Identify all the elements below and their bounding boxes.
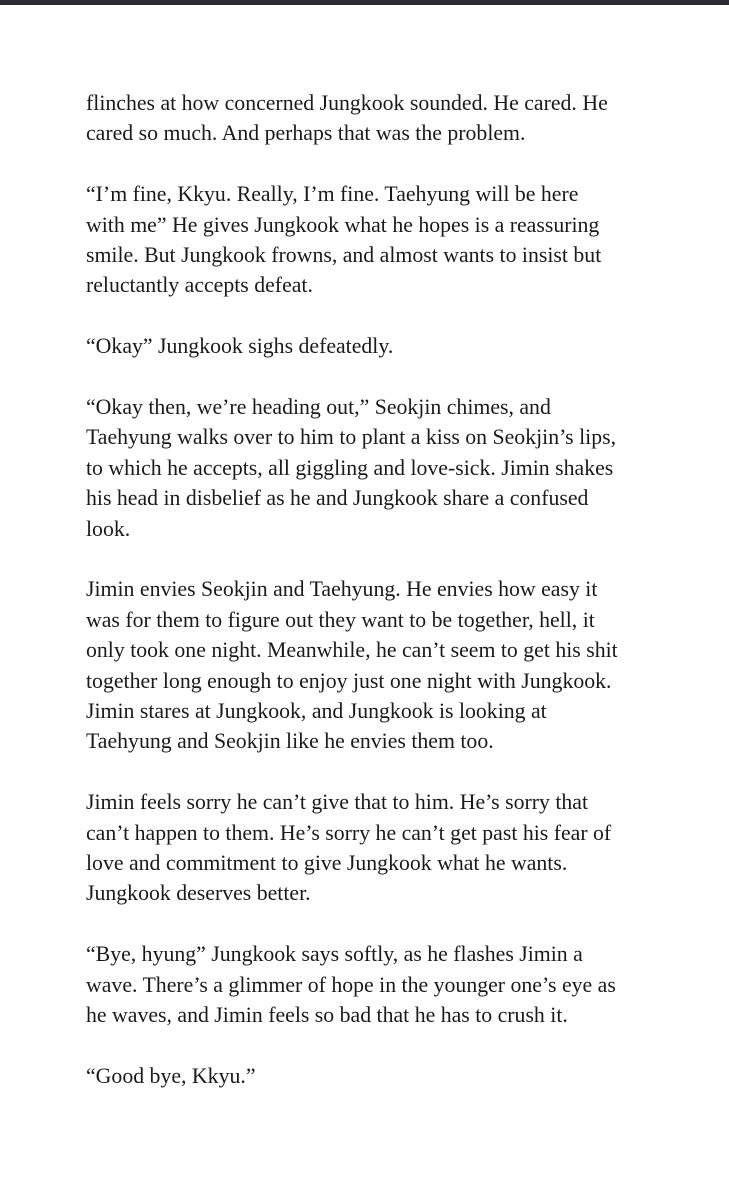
paragraph: “Good bye, Kkyu.” — [86, 1063, 256, 1088]
paragraph: “Okay then, we’re heading out,” Seokjin chimes, and Taehyung walks over to him to plant a kiss on Seokjin’s lips, to which he accepts, all giggling and love-sick. Jimin shakes his head in disbelief as he and Jungkook share a confused look. — [86, 395, 617, 541]
paragraph: “Okay” Jungkook sighs defeatedly. — [86, 334, 394, 359]
paragraph: flinches at how concerned Jungkook sounded. He cared. He cared so much. And perhaps that was the problem. — [86, 91, 608, 146]
paragraph: “I’m fine, Kkyu. Really, I’m fine. Taehyung will be here with me” He gives Jungkook what he hopes is a reassuring smile. But Jungkook frowns, and almost wants to insist but reluctantly accepts defeat. — [86, 182, 602, 298]
paragraph: Jimin envies Seokjin and Taehyung. He envies how easy it was for them to figure out they want to be together, hell, it only took one night. Meanwhile, he can’t seem to get his shit together long enough to enjoy just one night with Jungkook. Jimin stares at Jungkook, and Jungkook is looking at Taehyung and Seokjin like he envies them too. — [86, 577, 618, 754]
paragraph: Jimin feels sorry he can’t give that to him. He’s sorry that can’t happen to them. He’s sorry he can’t get past his fear of love and commitment to give Jungkook what he wants. Jungkook deserves better. — [86, 790, 612, 906]
paragraph: “Bye, hyung” Jungkook says softly, as he flashes Jimin a wave. There’s a glimmer of hope in the younger one’s eye as he waves, and Jimin feels so bad that he has to crush it. — [86, 942, 616, 1028]
